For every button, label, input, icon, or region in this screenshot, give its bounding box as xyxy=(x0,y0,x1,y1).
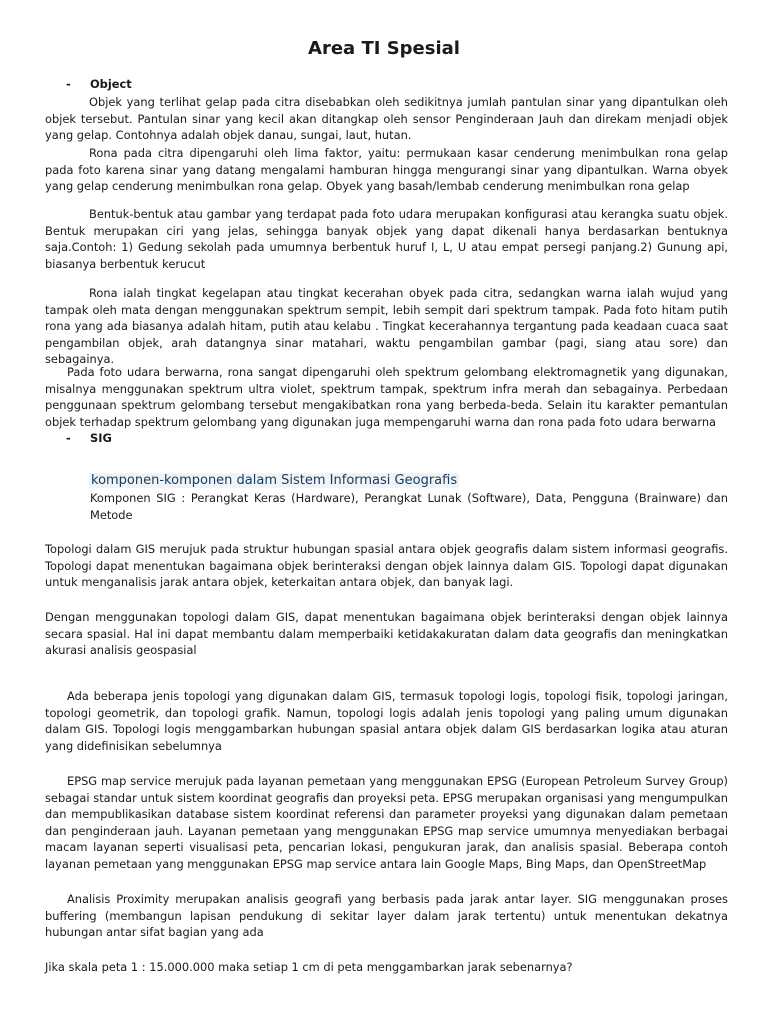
heading-object: Object xyxy=(90,77,132,91)
paragraph-components: Komponen SIG : Perangkat Keras (Hardware), Perangkat Lunak (Software), Data, Pengguna (Brainware) dan Metode xyxy=(90,491,728,522)
paragraph-object-5: Pada foto udara berwarna, rona sangat dipengaruhi oleh spektrum gelombang elektromagnetik yang digunakan, misalnya menggunakan spektrum ultra violet, spektrum tampak, spektrum infra merah dan sebagainya. Perbedaan penggunaan spektrum gelombang tersebut mengakibatkan rona yang berbeda-beda. Selain itu karakter pemantulan objek terhadap spektrum gelombang yang digunakan juga mempengaruhi warna dan rona pada foto udara berwarna xyxy=(45,365,728,429)
paragraph-object-1: Objek yang terlihat gelap pada citra disebabkan oleh sedikitnya jumlah pantulan sinar yang dipantulkan oleh objek tersebut. Pantulan sinar yang kecil akan ditangkap oleh sensor Penginderaan Jauh dan direkam menjadi objek yang gelap. Contohnya adalah objek danau, sungai, laut, hutan. xyxy=(45,95,728,142)
paragraph-sig-1: Topologi dalam GIS merujuk pada struktur hubungan spasial antara objek geografis dalam sistem informasi geografis. Topologi dapat menentukan bagaimana objek berinteraksi dengan objek lainnya dalam GIS. Topologi dapat digunakan untuk menganalisis jarak antara objek, keterkaitan antara objek, dan banyak lagi. xyxy=(45,542,728,589)
paragraph-object-2: Rona pada citra dipengaruhi oleh lima faktor, yaitu: permukaan kasar cenderung menimbulkan rona gelap pada foto karena sinar yang datang mengalami hamburan hingga mengurangi sinar yang dipantulkan. Warna obyek yang gelap cenderung menimbulkan rona gelap. Obyek yang basah/lembab cenderung menimbulkan rona gelap xyxy=(45,146,728,193)
heading-sig: SIG xyxy=(90,431,112,445)
paragraph-sig-3: Ada beberapa jenis topologi yang digunakan dalam GIS, termasuk topologi logis, topologi fisik, topologi jaringan, topologi geometrik, dan topologi grafik. Namun, topologi logis adalah jenis topologi yang paling umum digunakan dalam GIS. Topologi logis menggambarkan hubungan spasial antara objek dalam GIS berdasarkan logika atau aturan yang didefinisikan sebelumnya xyxy=(45,689,728,753)
paragraph-sig-4: EPSG map service merujuk pada layanan pemetaan yang menggunakan EPSG (European Petroleum Survey Group) sebagai standar untuk sistem koordinat geografis dan proyeksi peta. EPSG merupakan organisasi yang mengumpulkan dan mempublikasikan database sistem koordinat referensi dan parameter proyeksi yang digunakan dalam pemetaan dan penginderaan jauh. Layanan pemetaan yang menggunakan EPSG map service umumnya menyediakan berbagai macam layanan seperti visualisasi peta, pencarian lokasi, pengukuran jarak, dan analisis spasial. Beberapa contoh layanan pemetaan yang menggunakan EPSG map service antara lain Google Maps, Bing Maps, dan OpenStreetMap xyxy=(45,774,728,871)
highlighted-subheading: komponen-komponen dalam Sistem Informasi Geografis xyxy=(91,473,458,488)
paragraph-sig-6: Jika skala peta 1 : 15.000.000 maka setiap 1 cm di peta menggambarkan jarak sebenarnya? xyxy=(45,960,573,974)
bullet-object: - xyxy=(66,77,71,91)
bullet-sig: - xyxy=(66,431,71,445)
paragraph-sig-5: Analisis Proximity merupakan analisis geografi yang berbasis pada jarak antar layer. SIG menggunakan proses buffering (membangun lapisan pendukung di sekitar layer dalam jarak tertentu) untuk menentukan dekatnya hubungan antar sifat bagian yang ada xyxy=(45,892,728,939)
paragraph-object-3: Bentuk-bentuk atau gambar yang terdapat pada foto udara merupakan konfigurasi atau kerangka suatu objek. Bentuk merupakan ciri yang jelas, sehingga banyak objek yang dapat dikenali hanya berdasarkan bentuknya saja.Contoh: 1) Gedung sekolah pada umumnya berbentuk huruf I, L, U atau empat persegi panjang.2) Gunung api, biasanya berbentuk kerucut xyxy=(45,207,728,271)
paragraph-sig-2: Dengan menggunakan topologi dalam GIS, dapat menentukan bagaimana objek berinteraksi dengan objek lainnya secara spasial. Hal ini dapat membantu dalam memperbaiki ketidakakuratan dalam data geografis dan meningkatkan akurasi analisis geospasial xyxy=(45,610,728,657)
paragraph-object-4: Rona ialah tingkat kegelapan atau tingkat kecerahan obyek pada citra, sedangkan warna ialah wujud yang tampak oleh mata dengan menggunakan spektrum sempit, lebih sempit dari spektrum tampak. Pada foto hitam putih rona yang ada biasanya adalah hitam, putih atau kelabu . Tingkat kecerahannya tergantung pada keadaan cuaca saat pengambilan objek, arah datangnya sinar matahari, waktu pengambilan gambar (pagi, siang atau sore) dan sebagainya. xyxy=(45,286,728,366)
page-title: Area TI Spesial xyxy=(308,38,460,59)
